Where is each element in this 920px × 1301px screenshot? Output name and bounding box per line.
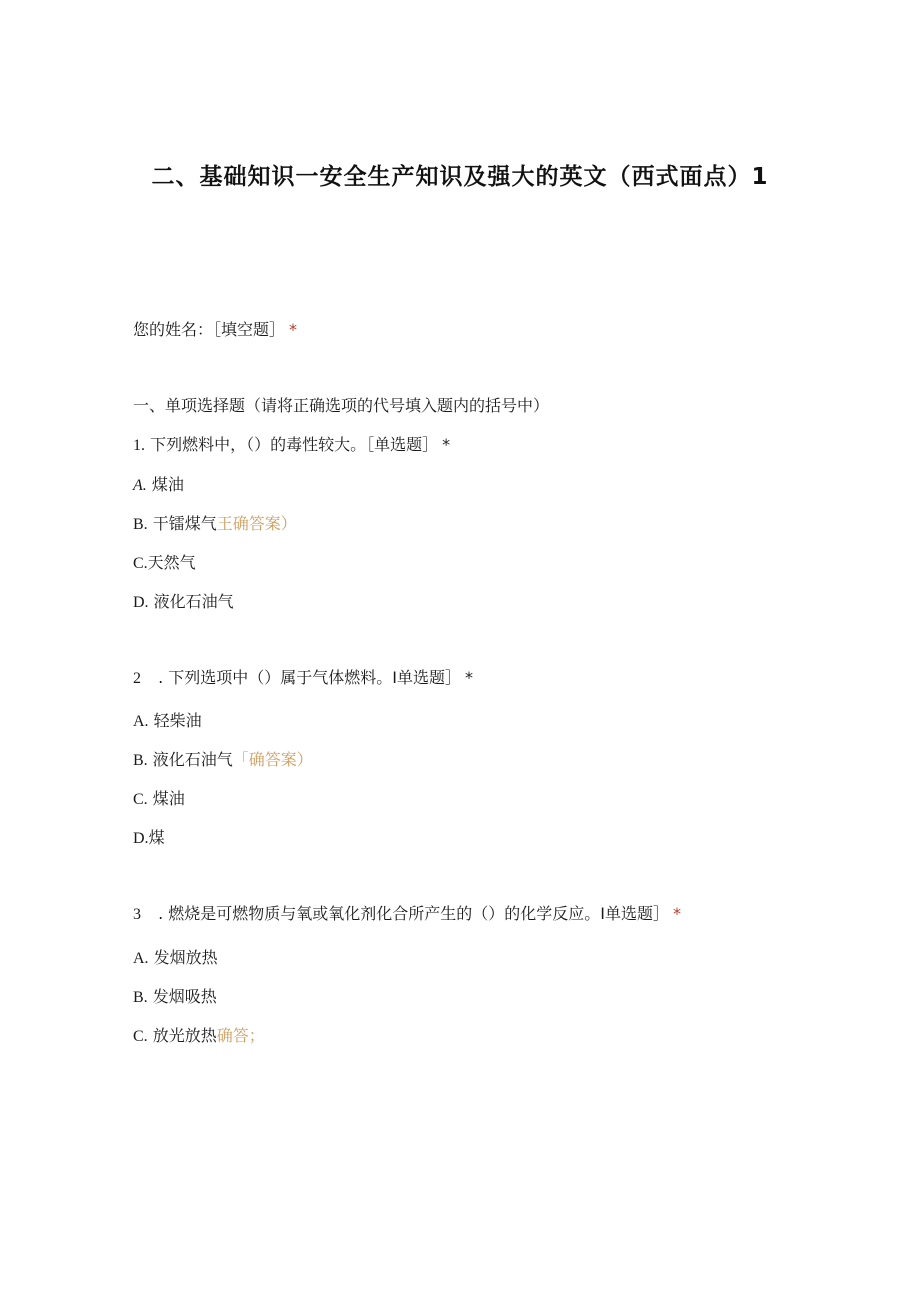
question-2 [133,667,473,690]
question-number: 1. [133,437,145,454]
section-heading: 一、单项选择题（请将正确选项的代号填入题内的括号中） [133,396,550,415]
option-q2-d[interactable] [133,827,165,850]
option-q2-c[interactable] [133,788,185,811]
option-q2-b[interactable] [133,749,313,772]
option-letter: A. [133,950,149,967]
option-text: 煤油 [152,789,185,808]
correct-answer-mark: 「确答案） [232,750,313,769]
option-letter: B. [133,752,148,769]
question-text: . 下列选项中（）属于气体燃料。I单选题］ [158,668,461,687]
page-title: 二、基础知识一安全生产知识及强大的英文（西式面点）1 [151,164,769,190]
option-letter: B. [133,516,148,533]
question-text: . 燃烧是可燃物质与氧或氧化剂化合所产生的（）的化学反应。I单选题］ [158,904,669,923]
option-letter: D. [133,830,149,847]
question-3 [133,903,681,926]
option-letter: C. [133,791,148,808]
question-number: 3 [133,906,141,923]
option-q2-a[interactable] [133,710,202,733]
option-q1-d[interactable] [133,591,234,614]
option-text: 放光放热 [152,1026,217,1045]
option-q1-c[interactable] [133,552,196,575]
option-text: 发烟放热 [153,948,218,967]
option-q3-c[interactable] [133,1025,265,1048]
name-question-label: 您的姓名：［填空题］ [133,320,286,339]
option-letter: C. [133,555,148,572]
option-q1-a[interactable] [133,474,184,497]
option-text: 干镭煤气 [152,514,217,533]
option-text: 煤油 [151,475,184,494]
required-asterisk: * [673,904,681,923]
question-text: 下列燃料中，（）的毒性较大。［单选题］ [150,435,439,454]
option-text: 发烟吸热 [152,987,217,1006]
question-1 [133,434,450,457]
name-question [133,319,297,341]
question-number: 2 [133,670,141,687]
correct-answer-mark: 确答； [216,1026,265,1045]
option-text: 轻柴油 [153,711,202,730]
required-asterisk: * [442,435,451,454]
option-q1-b[interactable] [133,513,297,536]
option-text: 煤 [148,828,165,847]
option-letter: A. [133,713,149,730]
option-letter: A. [133,477,147,494]
option-text: 液化石油气 [152,750,233,769]
correct-answer-mark: 王确答案） [216,514,297,533]
option-letter: C. [133,1028,148,1045]
required-asterisk: * [465,668,473,687]
option-letter: D. [133,594,149,611]
option-text: 天然气 [147,553,196,572]
option-text: 液化石油气 [153,592,234,611]
option-q3-a[interactable] [133,947,218,970]
option-q3-b[interactable] [133,986,217,1009]
required-asterisk: * [289,320,298,339]
option-letter: B. [133,989,148,1006]
